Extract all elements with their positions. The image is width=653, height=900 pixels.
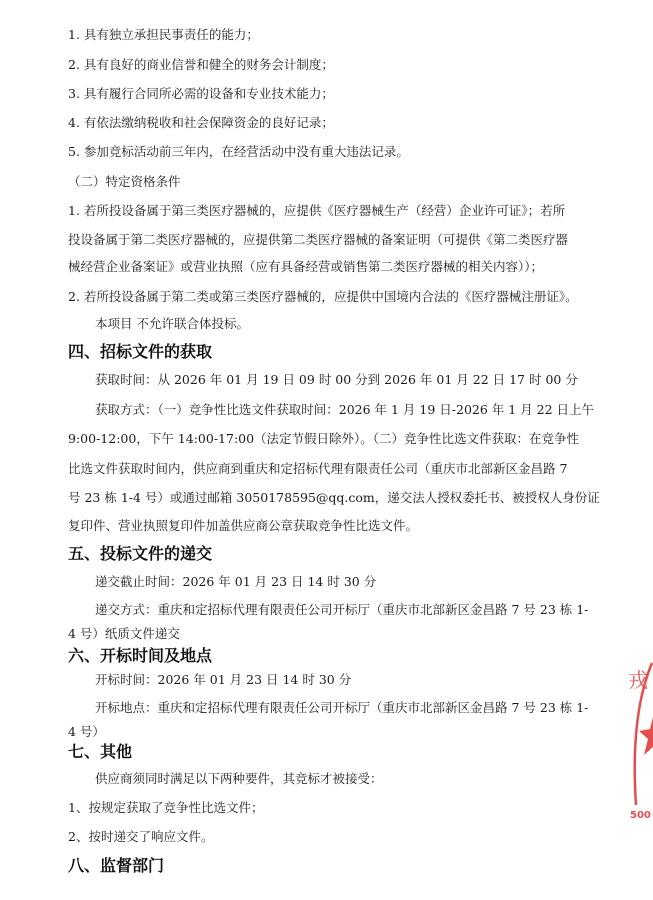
section-4-line: 9:00-12:00，下午 14:00-17:00（法定节假日除外）。（二）竞争性比选文件获取：在竞争性 bbox=[68, 431, 580, 446]
general-condition-2: 2. 具有良好的商业信誉和健全的财务会计制度； bbox=[68, 57, 334, 72]
section-6-heading: 六、开标时间及地点 bbox=[68, 646, 213, 665]
general-condition-4: 4. 有依法缴纳税收和社会保障资金的良好记录； bbox=[68, 115, 334, 130]
section-5-line: 4 号）纸质文件递交 bbox=[68, 626, 180, 641]
section-7-line: 2、按时递交了响应文件。 bbox=[68, 829, 214, 844]
general-condition-3: 3. 具有履行合同所必需的设备和专业技术能力； bbox=[68, 86, 334, 101]
special-condition-line: 投设备属于第二类医疗器械的，应提供第二类医疗器械的备案证明（可提供《第二类医疗器 bbox=[68, 232, 569, 247]
svg-text:戎: 戎 bbox=[628, 668, 648, 692]
official-seal bbox=[624, 655, 653, 830]
section-7-heading: 七、其他 bbox=[68, 742, 133, 761]
special-conditions-title: （二）特定资格条件 bbox=[68, 174, 181, 189]
section-7-line: 供应商须同时满足以下两种要件，其竞标才被接受： bbox=[95, 771, 383, 786]
section-4-line: 复印件、营业执照复印件加盖供应商公章获取竞争性比选文件。 bbox=[68, 518, 419, 533]
section-4-line: 获取方式：（一）竞争性比选文件获取时间：2026 年 1 月 19 日-2026 年 1 月 22 日上午 bbox=[95, 402, 595, 417]
section-8-heading: 八、监督部门 bbox=[68, 856, 165, 875]
section-5-line: 递交截止时间：2026 年 01 月 23 日 14 时 30 分 bbox=[95, 574, 377, 589]
section-6-line: 开标时间：2026 年 01 月 23 日 14 时 30 分 bbox=[95, 672, 352, 687]
general-condition-1: 1. 具有独立承担民事责任的能力； bbox=[68, 27, 259, 42]
general-condition-5: 5. 参加竞标活动前三年内，在经营活动中没有重大违法记录。 bbox=[68, 144, 409, 159]
section-6-line: 开标地点：重庆和定招标代理有限责任公司开标厅（重庆市北部新区金昌路 7 号 23 栋 1- bbox=[95, 700, 589, 715]
special-condition-line: 1. 若所投设备属于第三类医疗器械的，应提供《医疗器械生产（经营）企业许可证》；若所 bbox=[68, 203, 566, 218]
section-7-line: 1、按规定获取了竞争性比选文件； bbox=[68, 800, 264, 815]
section-4-heading: 四、招标文件的获取 bbox=[68, 342, 213, 361]
seal-number: 500 bbox=[630, 810, 651, 821]
section-4-line: 获取时间：从 2026 年 01 月 19 日 09 时 00 分到 2026 年 01 月 22 日 17 时 00 分 bbox=[95, 372, 578, 387]
section-4-line: 号 23 栋 1-4 号）或通过邮箱 3050178595@qq.com，递交法人授权委托书、被授权人身份证 bbox=[68, 490, 600, 505]
section-4-line: 比选文件获取时间内，供应商到重庆和定招标代理有限责任公司（重庆市北部新区金昌路 7 bbox=[68, 461, 568, 476]
section-5-line: 递交方式：重庆和定招标代理有限责任公司开标厅（重庆市北部新区金昌路 7 号 23 栋 1- bbox=[95, 602, 589, 617]
section-6-line: 4 号） bbox=[68, 724, 105, 739]
consortium-note: 本项目 不允许联合体投标。 bbox=[95, 316, 249, 331]
special-condition-line: 2. 若所投设备属于第二类或第三类医疗器械的，应提供中国境内合法的《医疗器械注册证》。 bbox=[68, 289, 578, 304]
section-5-heading: 五、投标文件的递交 bbox=[68, 544, 213, 563]
special-condition-line: 械经营企业备案证》或营业执照（应有具备经营或销售第二类医疗器械的相关内容））； bbox=[68, 259, 544, 274]
